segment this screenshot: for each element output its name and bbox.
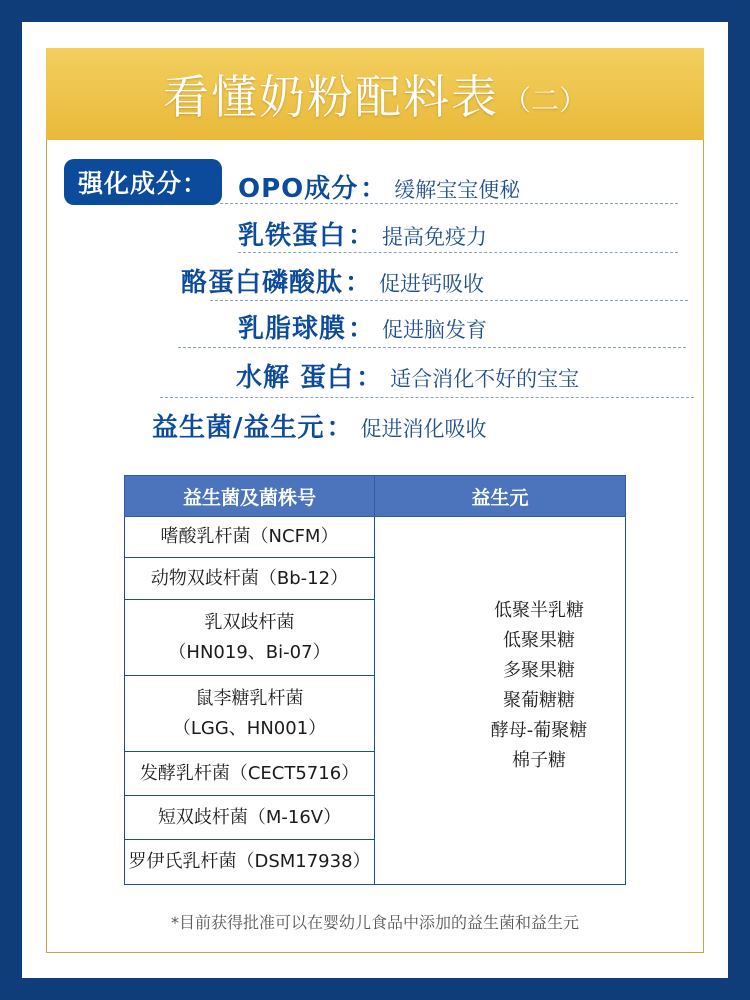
- probiotic-cell: [125, 840, 375, 885]
- ingredient-desc: 缓解宝宝便秘: [394, 178, 521, 202]
- probiotic-strain: （LGG、HN001）: [172, 717, 327, 739]
- ingredient-row: [236, 357, 579, 394]
- ingredient-colon: ：: [348, 314, 375, 344]
- probiotic-name: 乳双歧杆菌: [204, 611, 295, 633]
- ingredient-name: 酪蛋白磷酸肽: [181, 268, 344, 298]
- divider: [220, 203, 678, 204]
- divider: [238, 252, 678, 253]
- ingredient-row: [181, 262, 484, 299]
- probiotic-name: 动物双歧杆菌（Bb-12）: [150, 567, 349, 589]
- probiotic-cell: [125, 517, 375, 558]
- probiotic-name: 鼠李糖乳杆菌: [195, 687, 304, 709]
- probiotic-name: 罗伊氏乳杆菌（DSM17938）: [128, 851, 371, 872]
- probiotic-cell: [125, 752, 375, 796]
- probiotic-cell: [125, 600, 375, 676]
- prebiotic-item: 棉子糖: [512, 749, 566, 771]
- title-banner: [46, 48, 704, 140]
- ingredient-colon: ：: [345, 268, 372, 298]
- column-header: 益生菌及菌株号: [125, 476, 375, 517]
- probiotic-name: 短双歧杆菌（M-16V）: [157, 806, 342, 828]
- probiotic-name: 发酵乳杆菌（CECT5716）: [139, 762, 360, 784]
- ingredient-desc: 促进脑发育: [382, 318, 488, 342]
- column-header: 益生元: [375, 476, 626, 517]
- page-subtitle: （二）: [502, 84, 587, 117]
- probiotic-name: 嗜酸乳杆菌（NCFM）: [160, 526, 339, 547]
- prebiotic-item: 低聚半乳糖: [494, 599, 584, 621]
- section-badge: 强化成分：: [64, 159, 222, 205]
- page-title: 看懂奶粉配料表: [162, 70, 499, 124]
- ingredient-desc: 促进钙吸收: [379, 272, 485, 296]
- divider: [178, 347, 686, 348]
- ingredient-colon: ：: [326, 413, 353, 443]
- prebiotic-item: 聚葡糖糖: [503, 689, 575, 711]
- ingredient-name: 益生菌/益生元: [152, 413, 325, 443]
- ingredient-name: 乳脂球膜: [238, 314, 347, 344]
- probiotic-strain: （HN019、Bi-07）: [168, 641, 331, 663]
- ingredient-row: [238, 215, 487, 252]
- ingredient-name: OPO成分: [238, 174, 359, 204]
- ingredient-row: [238, 308, 487, 345]
- ingredient-row: [152, 407, 487, 444]
- prebiotic-list: [375, 517, 626, 885]
- divider: [160, 397, 694, 398]
- footnote: *目前获得批准可以在婴幼儿食品中添加的益生菌和益生元: [170, 913, 579, 932]
- prebiotic-item: 多聚果糖: [503, 659, 575, 681]
- probiotic-cell: [125, 796, 375, 840]
- probiotic-cell: [125, 558, 375, 600]
- divider: [210, 300, 688, 301]
- probiotic-table: [124, 475, 626, 885]
- ingredient-desc: 适合消化不好的宝宝: [390, 367, 580, 391]
- prebiotic-item: 酵母-葡聚糖: [490, 719, 588, 741]
- ingredient-colon: ：: [360, 174, 387, 204]
- ingredient-name: 水解 蛋白: [236, 363, 355, 393]
- prebiotic-item: 低聚果糖: [503, 629, 575, 651]
- ingredient-colon: ：: [348, 221, 375, 251]
- ingredient-colon: ：: [356, 363, 383, 393]
- ingredient-name: 乳铁蛋白: [238, 221, 347, 251]
- ingredient-desc: 提高免疫力: [382, 225, 488, 249]
- probiotic-cell: [125, 676, 375, 752]
- ingredient-row: [238, 168, 520, 205]
- ingredient-desc: 促进消化吸收: [360, 417, 487, 441]
